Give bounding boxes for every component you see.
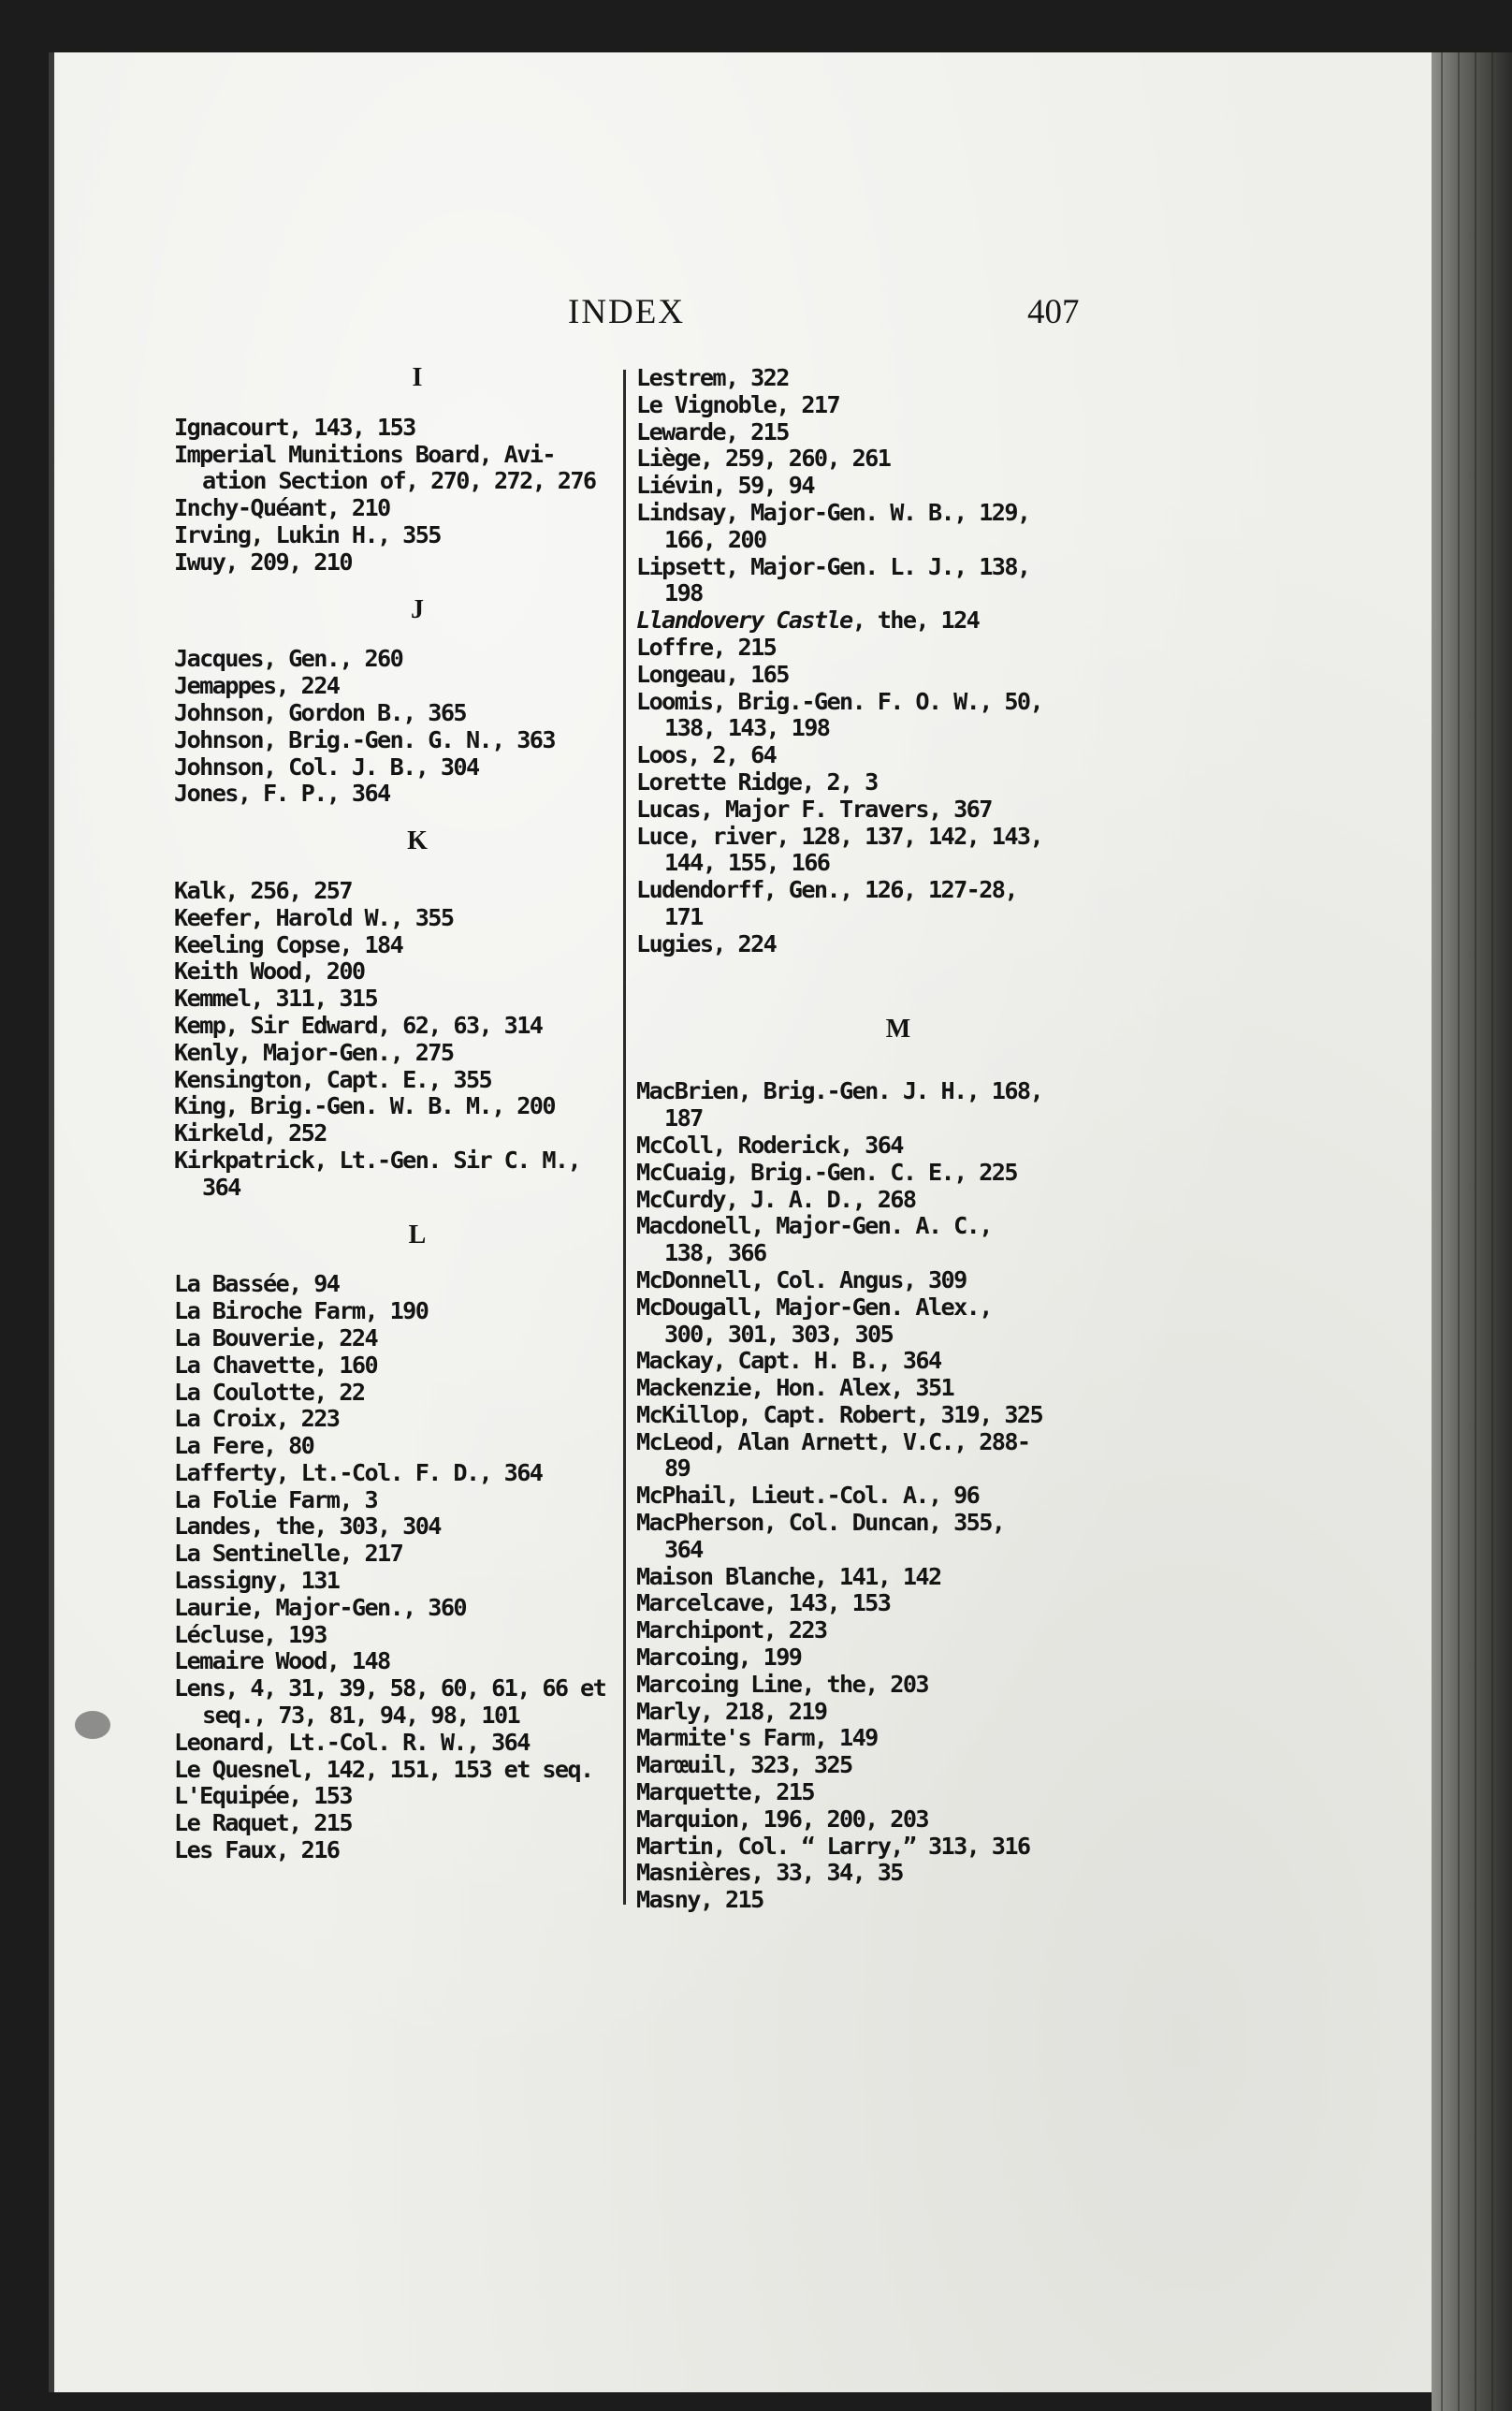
index-entry: Martin, Col. “ Larry,” 313, 316 <box>636 1832 1030 1860</box>
index-entry: Les Faux, 216 <box>174 1836 340 1864</box>
index-entry: Jacques, Gen., 260 <box>174 645 403 673</box>
page-title: INDEX <box>568 293 686 331</box>
index-entry: Luce, river, 128, 137, 142, 143, 144, 155, 166 <box>636 822 1043 877</box>
index-entry: Loffre, 215 <box>636 633 777 661</box>
index-entry: La Coulotte, 22 <box>174 1378 365 1406</box>
index-entry: Kemmel, 311, 315 <box>174 985 378 1013</box>
index-entry: Kemp, Sir Edward, 62, 63, 314 <box>174 1011 543 1039</box>
index-entry: Kirkeld, 252 <box>174 1119 327 1147</box>
index-entry: Liévin, 59, 94 <box>636 472 814 500</box>
index-entry: McKillop, Capt. Robert, 319, 325 <box>636 1400 1043 1428</box>
index-entry: Lassigny, 131 <box>174 1567 340 1595</box>
index-entry: La Sentinelle, 217 <box>174 1540 403 1568</box>
index-entry: Lindsay, Major-Gen. W. B., 129, 166, 200 <box>636 498 1030 553</box>
index-entry: Loos, 2, 64 <box>636 741 777 769</box>
section-spacer <box>636 958 1160 996</box>
index-entry: McCurdy, J. A. D., 268 <box>636 1185 916 1213</box>
index-entry: Johnson, Brig.-Gen. G. N., 363 <box>174 725 555 753</box>
index-entry <box>636 607 1160 635</box>
page-number: 407 <box>1027 293 1080 331</box>
index-entry: Loomis, Brig.-Gen. F. O. W., 50, 138, 143, 198 <box>636 687 1043 742</box>
index-entry: Lafferty, Lt.-Col. F. D., 364 <box>174 1458 543 1486</box>
section-letter-heading: M <box>885 1014 911 1044</box>
index-entry: Ignacourt, 143, 153 <box>174 413 415 441</box>
index-entry: McDougall, Major-Gen. Alex., 300, 301, 303, 305 <box>636 1293 992 1348</box>
index-entry: McDonnell, Col. Angus, 309 <box>636 1265 967 1293</box>
index-entry: Lestrem, 322 <box>636 364 789 391</box>
index-entry: McColl, Roderick, 364 <box>636 1131 903 1159</box>
index-entry: Lens, 4, 31, 39, 58, 60, 61, 66 et seq., 73, 81, 94, 98, 101 <box>174 1674 606 1730</box>
index-entry: Marmite's Farm, 149 <box>636 1724 878 1752</box>
index-entry: Leonard, Lt.-Col. R. W., 364 <box>174 1728 530 1756</box>
index-entry: Lécluse, 193 <box>174 1620 327 1648</box>
index-entry: Lucas, Major F. Travers, 367 <box>636 795 992 823</box>
index-entry: Mackenzie, Hon. Alex, 351 <box>636 1374 954 1402</box>
section-spacer <box>636 1065 1160 1078</box>
index-entry: Liège, 259, 260, 261 <box>636 445 891 473</box>
index-entry: L'Equipée, 153 <box>174 1782 352 1810</box>
index-entry: Kalk, 256, 257 <box>174 876 352 904</box>
index-entry: Keith Wood, 200 <box>174 957 365 986</box>
index-entry: Marcoing Line, the, 203 <box>636 1670 928 1698</box>
index-column-right <box>636 365 1160 1914</box>
page-edge <box>1432 52 1512 2411</box>
index-entry: Marœuil, 323, 325 <box>636 1751 852 1779</box>
index-entry: La Chavette, 160 <box>174 1351 378 1379</box>
index-entry: Masnières, 33, 34, 35 <box>636 1859 903 1887</box>
index-entry: Marcoing, 199 <box>636 1644 802 1672</box>
index-entry: La Folie Farm, 3 <box>174 1485 378 1513</box>
section-letter-heading: J <box>411 594 424 624</box>
index-entry: Johnson, Col. J. B., 304 <box>174 753 479 781</box>
index-entry: La Bassée, 94 <box>174 1270 340 1298</box>
index-entry: Le Quesnel, 142, 151, 153 et seq. <box>174 1755 593 1783</box>
index-entry: La Fere, 80 <box>174 1432 314 1460</box>
index-entry: Inchy-Quéant, 210 <box>174 494 390 522</box>
index-entry: Ludendorff, Gen., 126, 127-28, 171 <box>636 876 1017 930</box>
ink-smudge <box>75 1711 110 1739</box>
index-entry: Lewarde, 215 <box>636 417 789 446</box>
index-entry: Imperial Munitions Board, Avi- ation Section of, 270, 272, 276 <box>174 440 596 495</box>
index-entry: Johnson, Gordon B., 365 <box>174 698 466 726</box>
index-entry: King, Brig.-Gen. W. B. M., 200 <box>174 1092 555 1120</box>
index-entry: Jones, F. P., 364 <box>174 780 390 808</box>
index-entry: Lorette Ridge, 2, 3 <box>636 767 878 796</box>
index-entry: Le Vignoble, 217 <box>636 390 840 418</box>
index-entry: Keefer, Harold W., 355 <box>174 903 454 931</box>
index-entry: McLeod, Alan Arnett, V.C., 288- 89 <box>636 1427 1030 1483</box>
index-entry: Lipsett, Major-Gen. L. J., 138, 198 <box>636 552 1030 607</box>
index-entry: Iwuy, 209, 210 <box>174 548 352 576</box>
index-entry: Lemaire Wood, 148 <box>174 1647 390 1675</box>
index-entry: Landes, the, 303, 304 <box>174 1512 441 1541</box>
index-entry: Kensington, Capt. E., 355 <box>174 1065 492 1093</box>
index-entry-italic-title: Llandovery Castle <box>636 606 852 635</box>
index-entry: La Bouverie, 224 <box>174 1323 378 1352</box>
section-letter-heading: L <box>408 1220 427 1249</box>
index-entry: Jemappes, 224 <box>174 672 340 700</box>
section-letter-heading: I <box>412 363 423 392</box>
index-entry: Marchipont, 223 <box>636 1616 827 1644</box>
index-entry: Keeling Copse, 184 <box>174 930 403 958</box>
index-entry: Marquion, 196, 200, 203 <box>636 1805 928 1833</box>
index-entry: La Croix, 223 <box>174 1405 340 1433</box>
index-entry: Longeau, 165 <box>636 660 789 688</box>
index-entry: Lugies, 224 <box>636 929 777 957</box>
index-entry: Marly, 218, 219 <box>636 1697 827 1725</box>
index-entry: Maison Blanche, 141, 142 <box>636 1562 941 1590</box>
index-entry: Macdonell, Major-Gen. A. C., 138, 366 <box>636 1212 992 1267</box>
index-entry: Kenly, Major-Gen., 275 <box>174 1038 454 1066</box>
index-entry: MacBrien, Brig.-Gen. J. H., 168, 187 <box>636 1077 1043 1132</box>
index-column-left <box>174 365 661 1864</box>
index-entry: Marquette, 215 <box>636 1778 814 1806</box>
index-entry: McCuaig, Brig.-Gen. C. E., 225 <box>636 1158 1017 1186</box>
index-entry: Kirkpatrick, Lt.-Gen. Sir C. M., 364 <box>174 1146 581 1201</box>
index-entry: Marcelcave, 143, 153 <box>636 1589 891 1617</box>
index-entry: Mackay, Capt. H. B., 364 <box>636 1347 941 1375</box>
index-entry: MacPherson, Col. Duncan, 355, 364 <box>636 1509 1005 1563</box>
index-entry: Le Raquet, 215 <box>174 1809 352 1837</box>
section-letter-heading: K <box>407 826 428 856</box>
running-head <box>0 292 1512 333</box>
index-entry: Masny, 215 <box>636 1886 763 1914</box>
index-entry: McPhail, Lieut.-Col. A., 96 <box>636 1482 980 1510</box>
index-entry: Laurie, Major-Gen., 360 <box>174 1593 466 1621</box>
index-entry: Irving, Lukin H., 355 <box>174 520 441 548</box>
index-entry: La Biroche Farm, 190 <box>174 1297 429 1325</box>
index-entry-text: , the, 124 <box>851 606 980 635</box>
